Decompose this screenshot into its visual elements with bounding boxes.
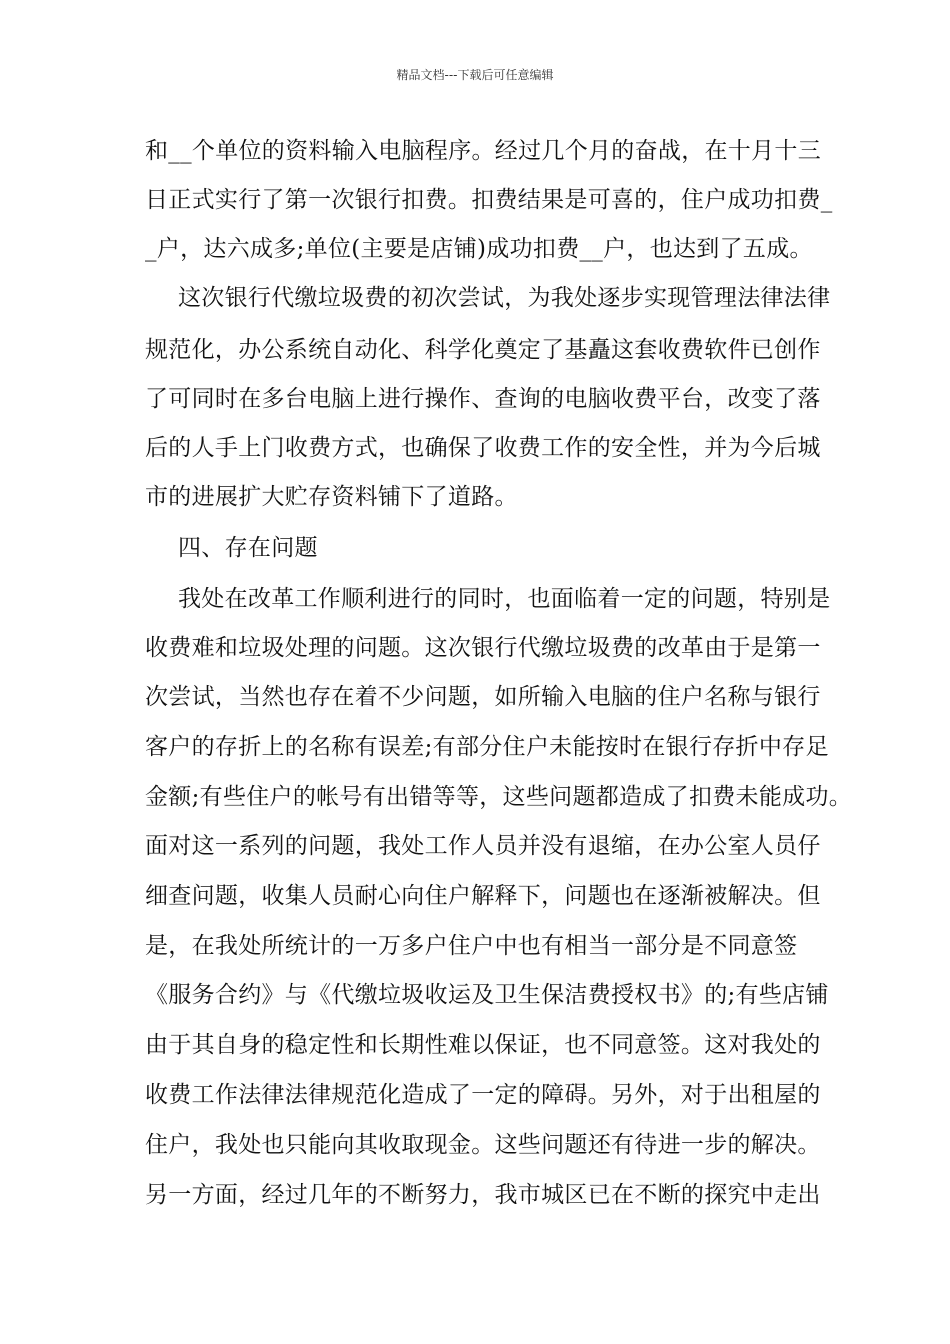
text-line: 收费难和垃圾处理的问题。这次银行代缴垃圾费的改革由于是第一	[145, 635, 821, 661]
text-line: 面对这一系列的问题，我处工作人员并没有退缩，在办公室人员仔	[145, 833, 821, 859]
text-line: 收费工作法律法律规范化造成了一定的障碍。另外，对于出租屋的	[145, 1082, 821, 1108]
text-line: 了可同时在多台电脑上进行操作、查询的电脑收费平台，改变了落	[145, 386, 821, 412]
text-line: 市的进展扩大贮存资料铺下了道路。	[145, 484, 518, 510]
text-line: 日正式实行了第一次银行扣费。扣费结果是可喜的，住户成功扣费_	[145, 187, 833, 213]
text-line: 客户的存折上的名称有误差;有部分住户未能按时在银行存折中存足	[145, 734, 829, 760]
text-line: 后的人手上门收费方式，也确保了收费工作的安全性，并为今后城	[145, 435, 821, 461]
text-line: 另一方面，经过几年的不断努力，我市城区已在不断的探究中走出	[145, 1182, 821, 1208]
page-header: 精品文档---下载后可任意编辑	[396, 68, 554, 82]
text-line: 住户，我处也只能向其收取现金。这些问题还有待进一步的解决。	[145, 1132, 821, 1158]
paragraph-start-line: 我处在改革工作顺利进行的同时，也面临着一定的问题，特别是	[178, 586, 831, 612]
text-line: 由于其自身的稳定性和长期性难以保证，也不同意签。这对我处的	[145, 1032, 821, 1058]
text-line: 细查问题，收集人员耐心向住户解释下，问题也在逐渐被解决。但	[145, 883, 821, 909]
text-line: 是，在我处所统计的一万多户住户中也有相当一部分是不同意签	[145, 933, 798, 959]
paragraph-start-line: 这次银行代缴垃圾费的初次尝试，为我处逐步实现管理法律法律	[178, 285, 831, 311]
text-line: 金额;有些住户的帐号有出错等等，这些问题都造成了扣费未能成功。	[145, 784, 853, 810]
text-line: 和__个单位的资料输入电脑程序。经过几个月的奋战，在十月十三	[145, 138, 821, 164]
text-line: 次尝试，当然也存在着不少问题，如所输入电脑的住户名称与银行	[145, 684, 821, 710]
text-line: _户，达六成多;单位(主要是店铺)成功扣费__户，也达到了五成。	[145, 236, 813, 262]
text-line: 《服务合约》与《代缴垃圾收运及卫生保洁费授权书》的;有些店铺	[145, 982, 829, 1008]
section-heading: 四、存在问题	[178, 535, 318, 561]
text-line: 规范化，办公系统自动化、科学化奠定了基矗这套收费软件已创作	[145, 337, 821, 363]
